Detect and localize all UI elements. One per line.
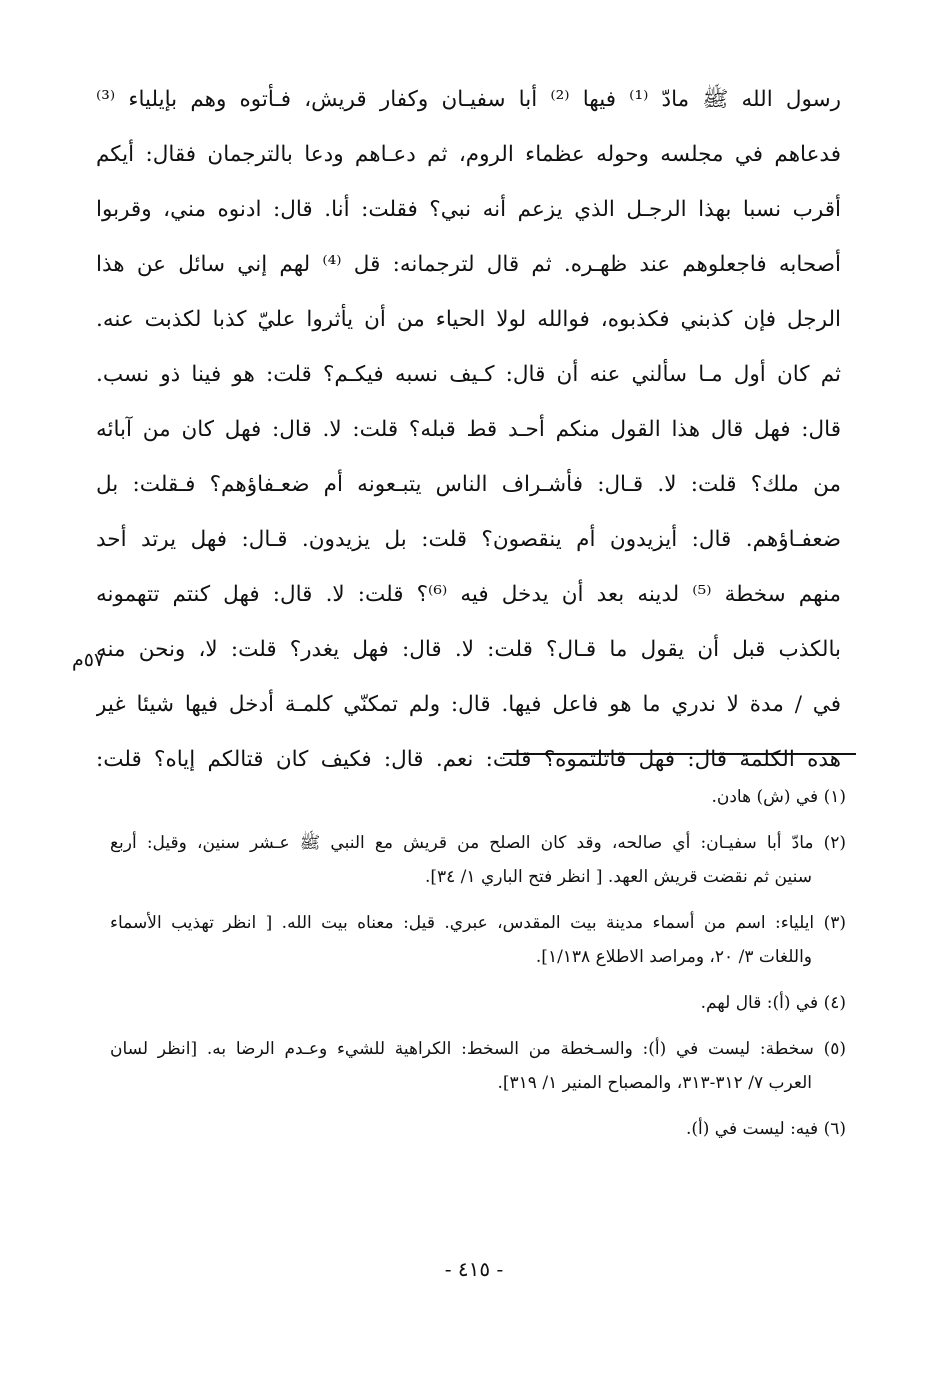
manuscript-folio-marker: ٥٧م (72, 649, 105, 671)
text-line: فدعاهم في مجلسه وحوله عظماء الروم، ثم دعـاهم ودعا بالترجمان فقال: أيكم (96, 142, 841, 167)
footnote-4 (110, 986, 846, 1020)
footnote-6 (110, 1112, 846, 1146)
text-line: هذه الكلمة قال: فهل قاتلتموه؟ قلت: نعم. قال: فكيف كان قتالكم إياه؟ قلت: (96, 747, 841, 772)
page-number: - ٤١٥ - (444, 1257, 504, 1281)
footnote-line: (٥) سخطة: ليست في (أ): والسـخطة من السخط: الكراهية للشيء وعـدم الرضا به. [انظر لسان (110, 1039, 846, 1059)
text-line: الرجل فإن كذبني فكذبوه، فوالله لولا الحياء من أن يأثروا عليّ كذبا لكذبت عنه. (96, 307, 841, 332)
footnote-1 (110, 780, 846, 814)
footnote-line: سنين ثم نقضت قريش العهد. [ انظر فتح الباري ١/ ٣٤]. (424, 867, 812, 887)
text-line: من ملك؟ قلت: لا. قـال: فأشـراف الناس يتبـعونه أم ضعـفاؤهم؟ فـقلت: بل (96, 472, 841, 497)
text-line: رسول الله ﷺ مادّ ⁽¹⁾ فيها ⁽²⁾ أبا سفيـان وكفار قريش، فـأتوه وهم بإيلياء ⁽³⁾ (96, 87, 841, 112)
footnote-line: (٢) مادّ أبا سفيـان: أي صالحه، وقد كان الصلح من قريش مع النبي ﷺ عـشر سنين، وقيل: أربع (110, 833, 846, 853)
footnote-separator (503, 753, 856, 755)
text-line: ثم كان أول مـا سألني عنه أن قال: كـيف نسبه فيكـم؟ قلت: هو فينا ذو نسب. (96, 362, 841, 387)
footnote-line: (٤) في (أ): قال لهم. (700, 993, 846, 1013)
main-text (96, 72, 841, 787)
text-line: بالكذب قبل أن يقول ما قـال؟ قلت: لا. قال: فهل يغدر؟ قلت: لا، ونحن منه (96, 637, 841, 662)
footnote-3 (110, 906, 846, 974)
text-line: في / مدة لا ندري ما هو فاعل فيها. قال: ولم تمكنّي كلمـة أدخل فيها شيئا غير (96, 692, 841, 717)
text-line: أقرب نسبا بهذا الرجـل الذي يزعم أنه نبي؟ فقلت: أنا. قال: ادنوه مني، وقربوا (96, 197, 841, 222)
footnote-5 (110, 1032, 846, 1100)
footnote-line: واللغات ٣/ ٢٠، ومراصد الاطلاع ١/١٣٨]. (535, 947, 812, 967)
footnote-line: (١) في (ش) هادن. (711, 787, 846, 807)
text-line: أصحابه فاجعلوهم عند ظهـره. ثم قال لترجمانه: قل ⁽⁴⁾ لهم إني سائل عن هذا (96, 252, 841, 277)
text-line: قال: فهل قال هذا القول منكم أحـد قط قبله؟ قلت: لا. قال: فهل كان من آبائه (96, 417, 841, 442)
footnotes (110, 780, 846, 1158)
text-line: منهم سخطة ⁽⁵⁾ لدينه بعد أن يدخل فيه ⁽⁶⁾؟ قلت: لا. قال: فهل كنتم تتهمونه (96, 582, 841, 607)
footnote-2 (110, 826, 846, 894)
text-line: ضعفـاؤهم. قال: أيزيدون أم ينقصون؟ قلت: بل يزيدون. قـال: فهل يرتد أحد (96, 527, 841, 552)
footnote-line: العرب ٧/ ٣١٢-٣١٣، والمصباح المنير ١/ ٣١٩]. (497, 1073, 812, 1093)
footnote-line: (٦) فيه: ليست في (أ). (686, 1119, 846, 1139)
footnote-line: (٣) ايلياء: اسم من أسماء مدينة بيت المقدس، عبري. قيل: معناه بيت الله. [ انظر تهذيب الأسماء (110, 913, 846, 933)
